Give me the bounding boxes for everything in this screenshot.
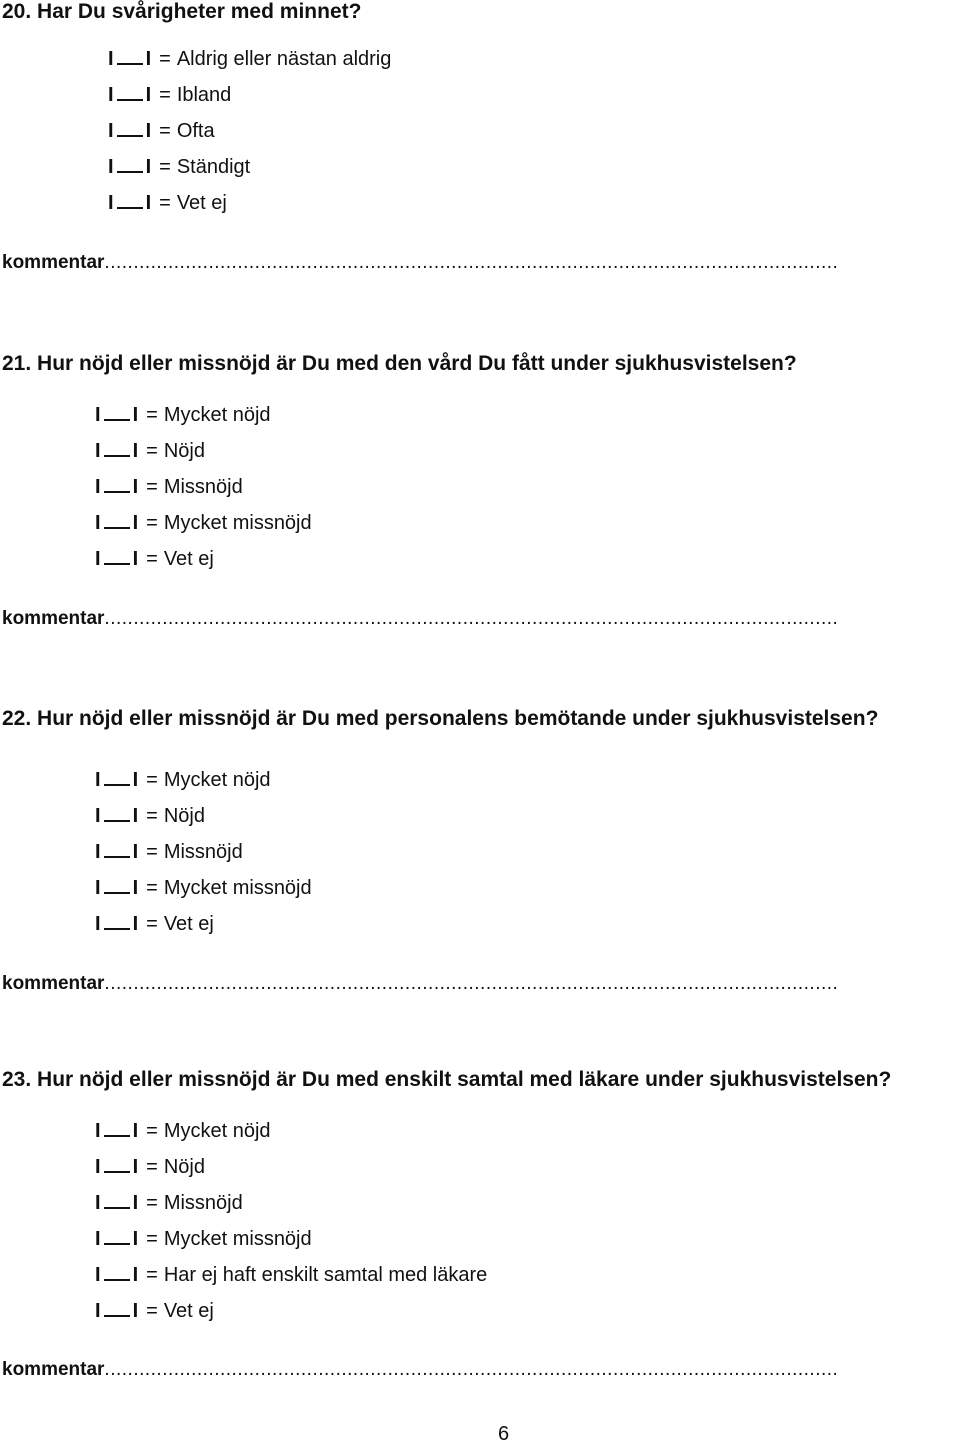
option-label: Ständigt: [176, 156, 251, 178]
option-row[interactable]: [95, 804, 205, 828]
comment-dots: ...............................................................................................................................: [104, 608, 839, 629]
option-row[interactable]: [95, 1263, 487, 1287]
question-22-title: 22. Hur nöjd eller missnöjd är Du med personalens bemötande under sjukhusvistelsen?: [2, 707, 879, 730]
option-row[interactable]: [95, 1119, 271, 1143]
checkbox-blank[interactable]: I I: [95, 1120, 139, 1142]
option-row[interactable]: [108, 191, 227, 215]
option-label: Vet ej: [163, 1300, 214, 1322]
option-label: Missnöjd: [163, 1192, 243, 1214]
equals-sign: =: [159, 120, 171, 142]
option-row[interactable]: [95, 1227, 312, 1251]
option-label: Nöjd: [163, 805, 205, 827]
equals-sign: =: [146, 805, 158, 827]
checkbox-blank[interactable]: I I: [95, 404, 139, 426]
option-row[interactable]: [108, 47, 391, 71]
question-23-title: 23. Hur nöjd eller missnöjd är Du med enskilt samtal med läkare under sjukhusvistelsen?: [2, 1068, 892, 1091]
checkbox-blank[interactable]: I I: [95, 1264, 139, 1286]
equals-sign: =: [146, 1192, 158, 1214]
checkbox-blank[interactable]: I I: [108, 156, 152, 178]
page-number: 6: [498, 1423, 510, 1445]
equals-sign: =: [146, 877, 158, 899]
equals-sign: =: [146, 404, 158, 426]
checkbox-blank[interactable]: I I: [95, 1156, 139, 1178]
option-row[interactable]: [95, 1155, 205, 1179]
equals-sign: =: [146, 1156, 158, 1178]
equals-sign: =: [146, 841, 158, 863]
checkbox-blank[interactable]: I I: [95, 512, 139, 534]
option-label: Mycket nöjd: [163, 769, 271, 791]
checkbox-blank[interactable]: I I: [108, 120, 152, 142]
checkbox-blank[interactable]: I I: [95, 769, 139, 791]
option-label: Mycket nöjd: [163, 404, 271, 426]
equals-sign: =: [146, 913, 158, 935]
option-row[interactable]: [108, 155, 250, 179]
checkbox-blank[interactable]: I I: [108, 84, 152, 106]
equals-sign: =: [146, 769, 158, 791]
checkbox-blank[interactable]: I I: [95, 1192, 139, 1214]
option-label: Mycket missnöjd: [163, 877, 312, 899]
option-label: Aldrig eller nästan aldrig: [176, 48, 392, 70]
option-label: Ofta: [176, 120, 215, 142]
checkbox-blank[interactable]: I I: [95, 877, 139, 899]
checkbox-blank[interactable]: I I: [95, 1300, 139, 1322]
option-label: Mycket missnöjd: [163, 512, 312, 534]
question-20-title: 20. Har Du svårigheter med minnet?: [2, 0, 362, 23]
option-label: Mycket nöjd: [163, 1120, 271, 1142]
option-row[interactable]: [95, 511, 312, 535]
checkbox-blank[interactable]: I I: [95, 841, 139, 863]
option-row[interactable]: [95, 403, 271, 427]
comment-line[interactable]: [2, 607, 960, 631]
equals-sign: =: [146, 1264, 158, 1286]
equals-sign: =: [159, 192, 171, 214]
option-label: Ibland: [176, 84, 232, 106]
comment-dots: ...............................................................................................................................: [104, 252, 839, 273]
option-row[interactable]: [95, 768, 271, 792]
option-label: Missnöjd: [163, 841, 243, 863]
equals-sign: =: [146, 1228, 158, 1250]
option-row[interactable]: [95, 1191, 243, 1215]
option-row[interactable]: [95, 840, 243, 864]
option-label: Missnöjd: [163, 476, 243, 498]
option-row[interactable]: [108, 119, 215, 143]
comment-label: kommentar: [2, 252, 105, 273]
comment-label: kommentar: [2, 1359, 105, 1380]
option-label: Vet ej: [163, 548, 214, 570]
checkbox-blank[interactable]: I I: [95, 476, 139, 498]
checkbox-blank[interactable]: I I: [95, 913, 139, 935]
option-row[interactable]: [95, 547, 214, 571]
equals-sign: =: [146, 1300, 158, 1322]
option-label: Vet ej: [176, 192, 227, 214]
checkbox-blank[interactable]: I I: [108, 48, 152, 70]
checkbox-blank[interactable]: I I: [95, 548, 139, 570]
option-label: Nöjd: [163, 440, 205, 462]
equals-sign: =: [146, 548, 158, 570]
checkbox-blank[interactable]: I I: [95, 805, 139, 827]
equals-sign: =: [159, 156, 171, 178]
checkbox-blank[interactable]: I I: [108, 192, 152, 214]
equals-sign: =: [159, 48, 171, 70]
option-label: Nöjd: [163, 1156, 205, 1178]
question-21-title: 21. Hur nöjd eller missnöjd är Du med den vård Du fått under sjukhusvistelsen?: [2, 352, 797, 375]
checkbox-blank[interactable]: I I: [95, 440, 139, 462]
option-row[interactable]: [95, 475, 243, 499]
comment-dots: ...............................................................................................................................: [104, 973, 839, 994]
comment-label: kommentar: [2, 973, 105, 994]
equals-sign: =: [146, 440, 158, 462]
option-row[interactable]: [95, 876, 312, 900]
option-label: Vet ej: [163, 913, 214, 935]
option-row[interactable]: [95, 439, 205, 463]
equals-sign: =: [146, 1120, 158, 1142]
equals-sign: =: [146, 512, 158, 534]
comment-line[interactable]: [2, 251, 960, 275]
comment-line[interactable]: [2, 1358, 960, 1382]
option-row[interactable]: [95, 912, 214, 936]
option-label: Mycket missnöjd: [163, 1228, 312, 1250]
equals-sign: =: [159, 84, 171, 106]
comment-dots: ...............................................................................................................................: [104, 1359, 839, 1380]
option-row[interactable]: [95, 1299, 214, 1323]
comment-label: kommentar: [2, 608, 105, 629]
checkbox-blank[interactable]: I I: [95, 1228, 139, 1250]
option-row[interactable]: [108, 83, 231, 107]
equals-sign: =: [146, 476, 158, 498]
comment-line[interactable]: [2, 972, 960, 996]
option-label: Har ej haft enskilt samtal med läkare: [163, 1264, 488, 1286]
